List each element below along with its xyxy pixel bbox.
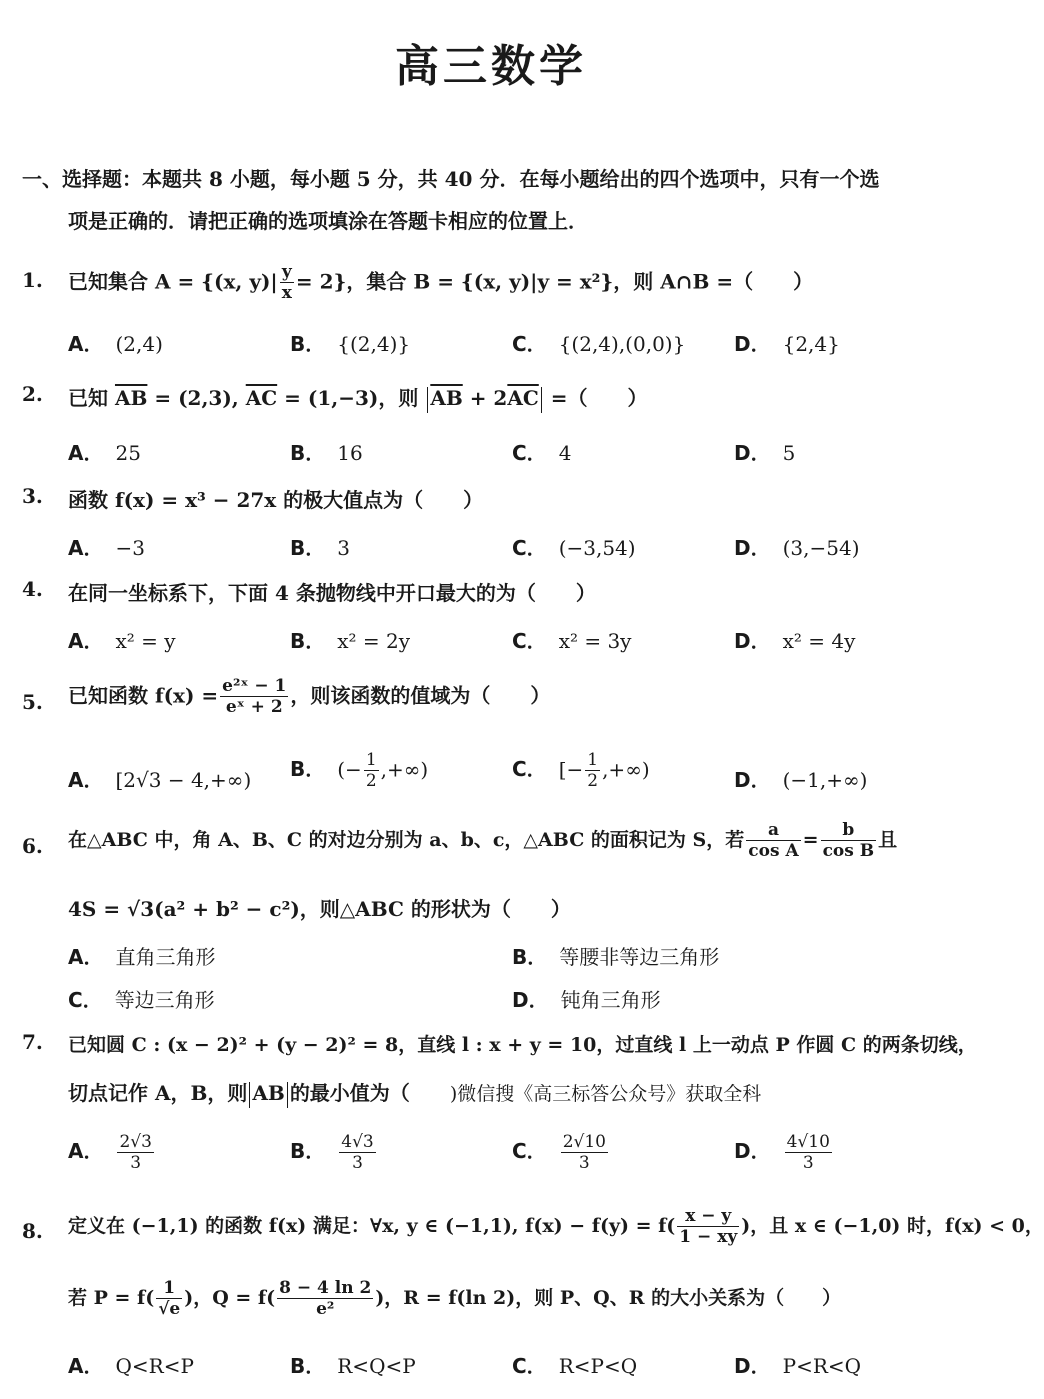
question-number: 8.: [22, 1219, 43, 1243]
question-text: 已知 $\overline{AB} = (2,3)$, $\overline{AC} = (1,-3)$，则 $\overline{AB} + 2\overline{AC}$ =（ ）: [68, 382, 648, 413]
question-6-line-2: 4S = √3(a² + b² − c²)，则△ABC 的形状为（ ）: [68, 897, 571, 921]
question-text: 已知圆 C : (x − 2)² + (y − 2)² = 8，直线 l : x + y = 10，过直线 l 上一动点 P 作圆 C 的两条切线，: [68, 1034, 977, 1056]
option-5a: A． [2√3 − 4,+∞): [68, 768, 252, 792]
option-8b: B． R<Q<P: [290, 1354, 416, 1378]
option-2c: C． 4: [512, 441, 572, 465]
option-3c: C． (−3,54): [512, 536, 636, 560]
question-8: [22, 1206, 1044, 1260]
option-7a: A． $\frac{2√3}{3}$: [68, 1132, 152, 1174]
question-number: 1.: [22, 268, 43, 292]
fraction: $\frac{b}{\text{cos B}}$: [822, 820, 875, 862]
option-4d: D． x² = 4y: [734, 629, 856, 653]
question-text: 已知函数 f(x) = $\frac{\text{e²ˣ − 1}}{\text{eˣ + 2}}$ ，则该函数的值域为（ ）: [68, 676, 551, 718]
question-number: 3.: [22, 484, 43, 508]
option-6c: C． 等边三角形: [68, 988, 215, 1012]
question-4: [22, 577, 962, 607]
section-line-2: 项是正确的．请把正确的选项填涂在答题卡相应的位置上．: [68, 209, 588, 233]
question-number: 5.: [22, 690, 43, 714]
question-number: 7.: [22, 1030, 43, 1054]
question-3: [22, 484, 962, 514]
fraction: $\frac{4√10}{3}$: [786, 1132, 830, 1174]
page-title: 高三数学: [395, 41, 587, 92]
option-1c: C． {(2,4),(0,0)}: [512, 332, 686, 356]
question-7: [22, 1030, 977, 1060]
section-line-1: 一、选择题：本题共 8 小题，每小题 5 分，共 40 分．在每小题给出的四个选项中，只有一个选: [22, 167, 880, 191]
option-8d: D． P<R<Q: [734, 1354, 862, 1378]
section-header: [22, 158, 962, 242]
option-7b: B． $\frac{4√3}{3}$: [290, 1132, 374, 1174]
fraction: $\frac{\text{e²ˣ − 1}}{\text{eˣ + 2}}$: [222, 676, 287, 718]
option-7d: D． $\frac{4√10}{3}$: [734, 1132, 830, 1174]
question-text: 函数 f(x) = x³ − 27x 的极大值点为（ ）: [68, 488, 484, 512]
option-5d: D． (−1,+∞): [734, 768, 868, 792]
option-4c: C． x² = 3y: [512, 629, 632, 653]
option-1d: D． {2,4}: [734, 332, 840, 356]
question-5: [22, 676, 962, 732]
fraction: $\frac{2√3}{3}$: [119, 1132, 152, 1174]
fraction: $\frac{2√10}{3}$: [562, 1132, 606, 1174]
fraction: $\frac{4√3}{3}$: [341, 1132, 374, 1174]
fraction: $\frac{8 - 4 \ln 2}{\text{e²}}$: [279, 1278, 372, 1320]
question-number: 6.: [22, 834, 43, 858]
option-7c: C． $\frac{2√10}{3}$: [512, 1132, 606, 1174]
question-6: [22, 820, 962, 876]
fraction: $\frac{y}{x}$: [281, 262, 292, 304]
question-8-line-2: 若 P = f( $\frac{1}{√e}$ )，Q = f( $\frac{8 - 4 \ln 2}{\text{e²}}$ )，R = f(ln 2)，则 P、Q、R 的大小关系为（ ）: [68, 1278, 842, 1320]
question-text: 在同一坐标系下，下面 4 条抛物线中开口最大的为（ ）: [68, 581, 596, 605]
option-4a: A． x² = y: [68, 629, 176, 653]
option-2a: A． 25: [68, 441, 141, 465]
question-1: [22, 262, 962, 302]
question-2: [22, 382, 962, 416]
question-text: 在△ABC 中，角 A、B、C 的对边分别为 a、b、c，△ABC 的面积记为 S，若 $\frac{a}{\text{cos A}}$ = $\frac{b}{\text{cos B}}$ 且: [68, 820, 898, 862]
fraction: $\frac{a}{\text{cos A}}$: [748, 820, 799, 862]
watermark-note: )微信搜《高三标答公众号》获取全科: [449, 1083, 762, 1105]
fraction: $\frac{1}{2}$: [365, 750, 377, 792]
option-5c: C． [− $\frac{1}{2}$ ,+∞): [512, 750, 650, 792]
option-4b: B． x² = 2y: [290, 629, 411, 653]
option-1b: B． {(2,4)}: [290, 332, 411, 356]
fraction: $\frac{1}{2}$: [587, 750, 599, 792]
option-6a: A． 直角三角形: [68, 945, 216, 969]
question-number: 2.: [22, 382, 43, 406]
option-3b: B． 3: [290, 536, 350, 560]
option-6b: B． 等腰非等边三角形: [512, 945, 720, 969]
question-7-line-2: 切点记作 A，B，则 AB 的最小值为（ )微信搜《高三标答公众号》获取全科: [22, 1077, 962, 1111]
question-text: 定义在 (−1,1) 的函数 f(x) 满足：∀x, y ∈ (−1,1), f(x) − f(y) = f( $\frac{x - y}{1 - xy}$ )，且 x ∈ (−1,0) 时，f(x) < 0，: [68, 1206, 1044, 1248]
option-3d: D． (3,−54): [734, 536, 860, 560]
option-2d: D． 5: [734, 441, 796, 465]
fraction: $\frac{x - y}{1 - xy}$: [679, 1206, 738, 1248]
option-6d: D． 钝角三角形: [512, 988, 661, 1012]
option-2b: B． 16: [290, 441, 363, 465]
option-3a: A． −3: [68, 536, 145, 560]
question-text: 已知集合 A = {(x, y)| $\frac{y}{x}$ = 2}，集合 B = {(x, y)|y = x²}，则 A∩B =（ ）: [68, 262, 814, 304]
fraction: $\frac{1}{√e}$: [158, 1278, 181, 1320]
option-1a: A． (2,4): [68, 332, 163, 356]
option-8c: C． R<P<Q: [512, 1354, 638, 1378]
option-8a: A． Q<R<P: [68, 1354, 194, 1378]
question-number: 4.: [22, 577, 43, 601]
option-5b: B． (− $\frac{1}{2}$ ,+∞): [290, 750, 429, 792]
